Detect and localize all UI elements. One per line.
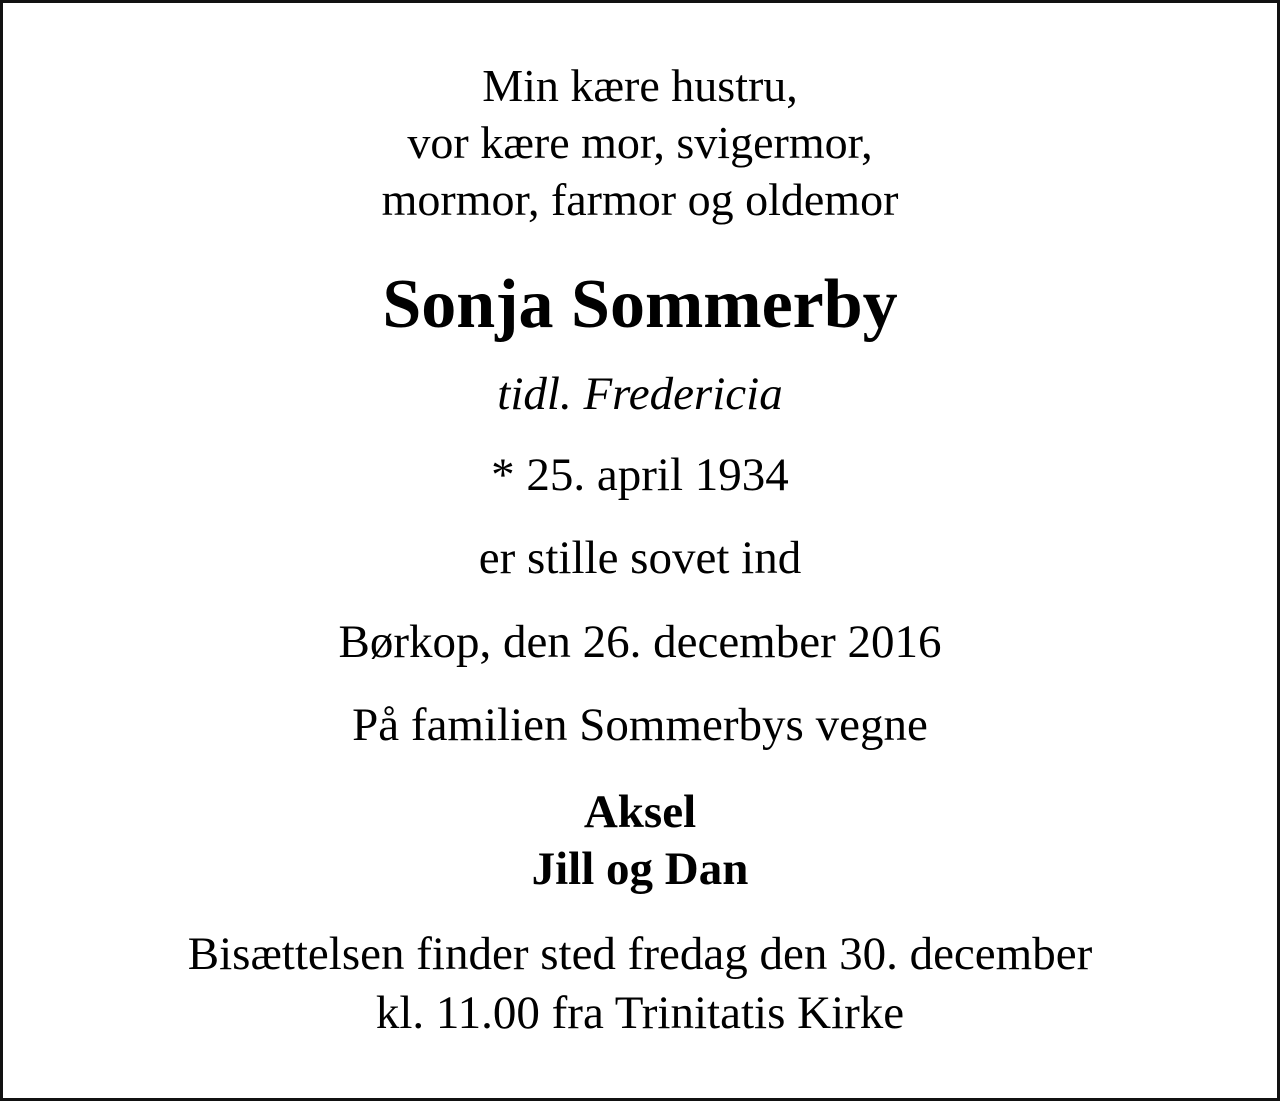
dedication-text [3, 57, 1277, 228]
on-behalf-text: På familien Sommerbys vegne [352, 699, 928, 751]
birth-date: * 25. april 1934 [491, 449, 789, 501]
deceased-name: Sonja Sommerby [382, 266, 898, 343]
signer-name: Jill og Dan [531, 843, 749, 895]
place-and-date: Børkop, den 26. december 2016 [338, 616, 942, 668]
dedication-line: mormor, farmor og oldemor [381, 174, 899, 225]
dedication-line: vor kære mor, svigermor, [407, 117, 873, 168]
funeral-line: Bisættelsen finder sted fredag den 30. december [187, 928, 1093, 980]
signer-name: Aksel [583, 786, 697, 838]
funeral-info [3, 925, 1277, 1043]
funeral-line: kl. 11.00 fra Trinitatis Kirke [375, 987, 905, 1039]
dedication-line: Min kære hustru, [482, 60, 798, 111]
passing-statement: er stille sovet ind [478, 532, 802, 584]
signers [3, 784, 1277, 898]
former-residence: tidl. Fredericia [497, 368, 783, 420]
